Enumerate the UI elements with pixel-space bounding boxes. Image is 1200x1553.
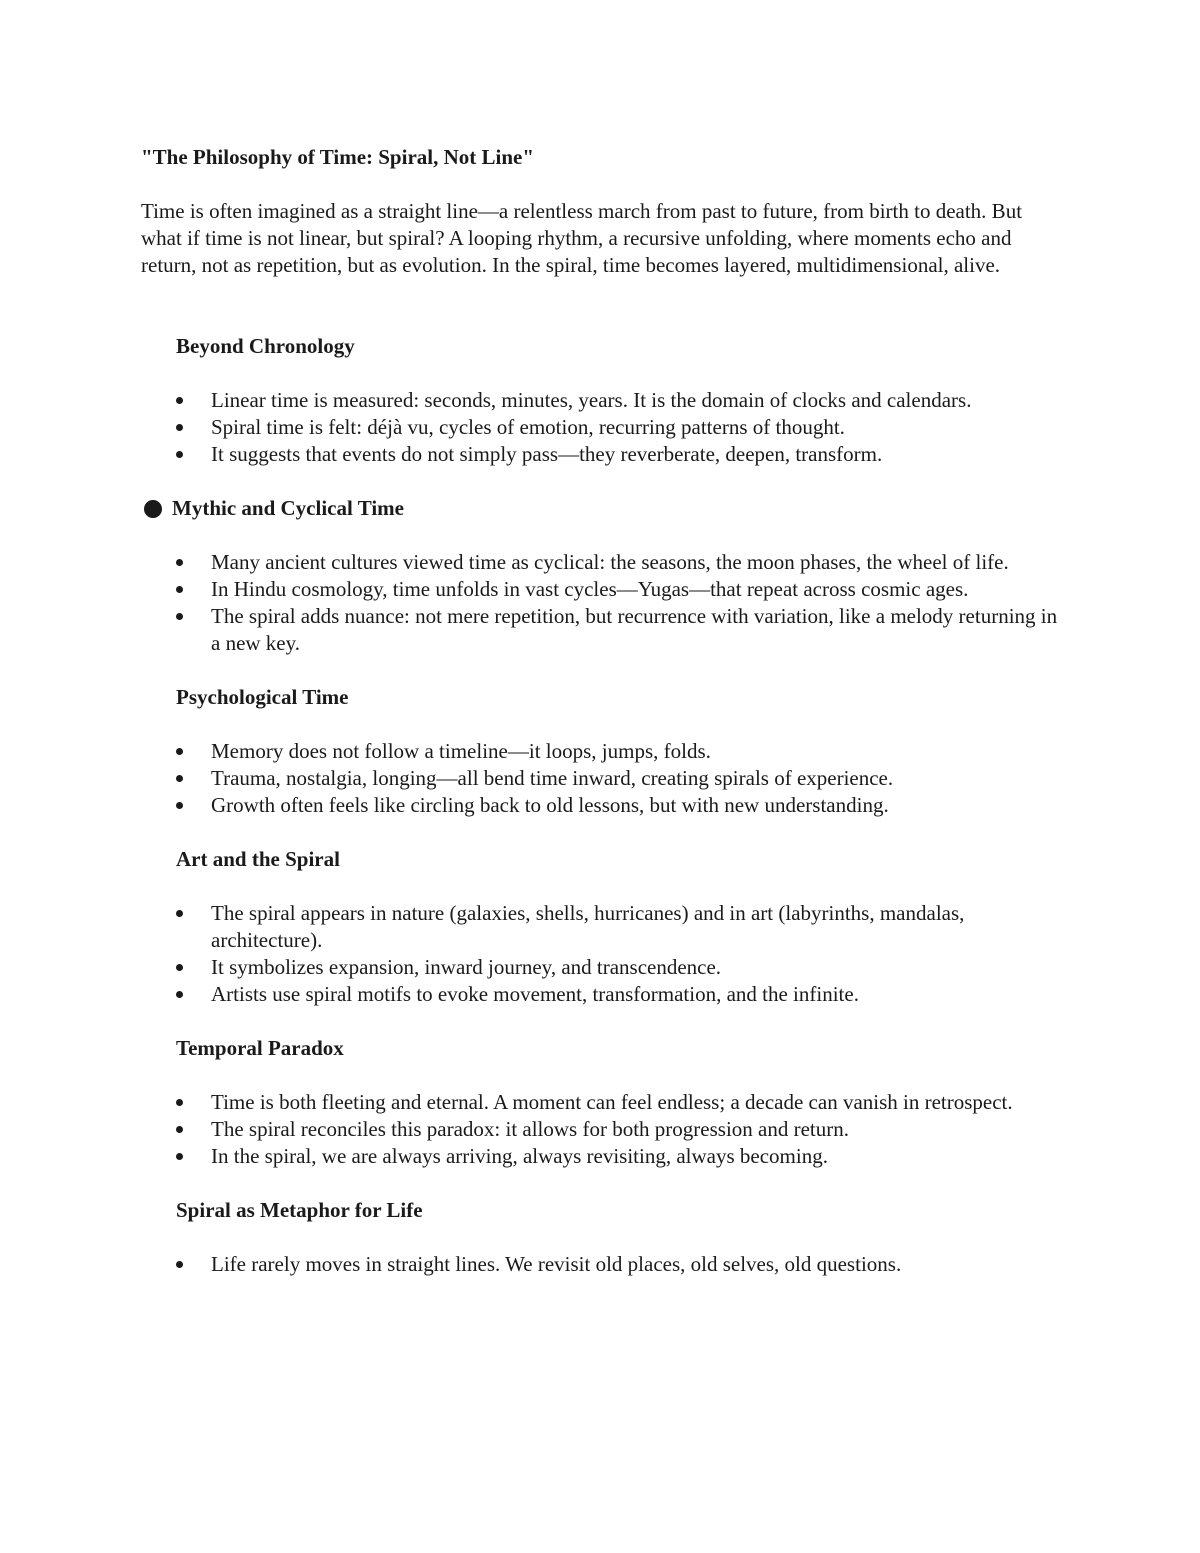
- list-item-text: Life rarely moves in straight lines. We revisit old places, old selves, old questions.: [211, 1252, 902, 1276]
- section-heading-spiral-metaphor-life: Spiral as Metaphor for Life: [176, 1198, 423, 1222]
- bullet-icon: [176, 738, 196, 765]
- bullet-icon: [176, 576, 196, 603]
- section-heading-mythic-cyclical-time: [144, 495, 1066, 522]
- list-item-text: Trauma, nostalgia, longing—all bend time inward, creating spirals of experience.: [211, 766, 894, 790]
- bullet-icon: [176, 441, 196, 468]
- section-heading-temporal-paradox: Temporal Paradox: [176, 1036, 344, 1060]
- list-item-text: In Hindu cosmology, time unfolds in vast cycles—Yugas—that repeat across cosmic ages.: [211, 577, 969, 601]
- bullet-icon: [176, 1116, 196, 1143]
- document-page: [141, 144, 1066, 1305]
- list-item: [141, 1089, 1066, 1116]
- section-heading-art-and-spiral: Art and the Spiral: [176, 847, 340, 871]
- list-item-text: Linear time is measured: seconds, minutes, years. It is the domain of clocks and calendars.: [211, 388, 972, 412]
- document-title: "The Philosophy of Time: Spiral, Not Line": [141, 145, 535, 169]
- list-item: [141, 549, 1066, 576]
- list-item: [141, 603, 1066, 657]
- bullet-icon: [176, 900, 196, 927]
- list-item: [141, 1251, 1066, 1278]
- bullet-icon: [176, 792, 196, 819]
- list-item-text: Many ancient cultures viewed time as cyclical: the seasons, the moon phases, the wheel of life.: [211, 550, 1009, 574]
- bullet-icon: [176, 954, 196, 981]
- bullet-icon: [176, 414, 196, 441]
- bullet-icon: [176, 981, 196, 1008]
- bullet-list-art-and-spiral: [141, 900, 1066, 1008]
- bullet-icon: [176, 603, 196, 630]
- list-item: [141, 576, 1066, 603]
- list-item: [141, 1116, 1066, 1143]
- list-item: [141, 414, 1066, 441]
- list-item: [141, 765, 1066, 792]
- bullet-icon: [176, 1143, 196, 1170]
- bullet-list-spiral-metaphor-life: [141, 1251, 1066, 1278]
- intro-paragraph: Time is often imagined as a straight line—a relentless march from past to future, from birth to death. But what if time is not linear, but spiral? A looping rhythm, a recursive unfolding, where moments echo and return, not as repetition, but as evolution. In the spiral, time becomes layered, multidimensional, alive.: [141, 199, 1023, 277]
- moon-phase-icon: [144, 500, 162, 518]
- list-item-text: Growth often feels like circling back to old lessons, but with new understanding.: [211, 793, 889, 817]
- list-item-text: The spiral appears in nature (galaxies, shells, hurricanes) and in art (labyrinths, mandalas, architecture).: [211, 901, 965, 952]
- list-item-text: The spiral reconciles this paradox: it allows for both progression and return.: [211, 1117, 849, 1141]
- list-item-text: Time is both fleeting and eternal. A moment can feel endless; a decade can vanish in retrospect.: [211, 1090, 1013, 1114]
- section-heading-beyond-chronology: Beyond Chronology: [176, 334, 355, 358]
- bullet-icon: [176, 1251, 196, 1278]
- list-item-text: Artists use spiral motifs to evoke movement, transformation, and the infinite.: [211, 982, 859, 1006]
- bullet-icon: [176, 387, 196, 414]
- list-item-text: It suggests that events do not simply pass—they reverberate, deepen, transform.: [211, 442, 883, 466]
- list-item-text: The spiral adds nuance: not mere repetition, but recurrence with variation, like a melody returning in a new key.: [211, 604, 1058, 655]
- bullet-list-mythic-cyclical-time: [141, 549, 1066, 657]
- list-item: [141, 441, 1066, 468]
- bullet-icon: [176, 1089, 196, 1116]
- list-item: [141, 1143, 1066, 1170]
- list-item-text: In the spiral, we are always arriving, always revisiting, always becoming.: [211, 1144, 828, 1168]
- list-item: [141, 981, 1066, 1008]
- list-item: [141, 954, 1066, 981]
- list-item-text: Spiral time is felt: déjà vu, cycles of emotion, recurring patterns of thought.: [211, 415, 845, 439]
- list-item: [141, 792, 1066, 819]
- section-heading-psychological-time: Psychological Time: [176, 685, 349, 709]
- bullet-list-temporal-paradox: [141, 1089, 1066, 1170]
- section-heading-text: Mythic and Cyclical Time: [172, 496, 404, 520]
- bullet-icon: [176, 549, 196, 576]
- bullet-icon: [176, 765, 196, 792]
- list-item: [141, 387, 1066, 414]
- list-item-text: It symbolizes expansion, inward journey, and transcendence.: [211, 955, 722, 979]
- list-item: [141, 900, 1066, 954]
- list-item: [141, 738, 1066, 765]
- list-item-text: Memory does not follow a timeline—it loops, jumps, folds.: [211, 739, 711, 763]
- bullet-list-psychological-time: [141, 738, 1066, 819]
- bullet-list-beyond-chronology: [141, 387, 1066, 468]
